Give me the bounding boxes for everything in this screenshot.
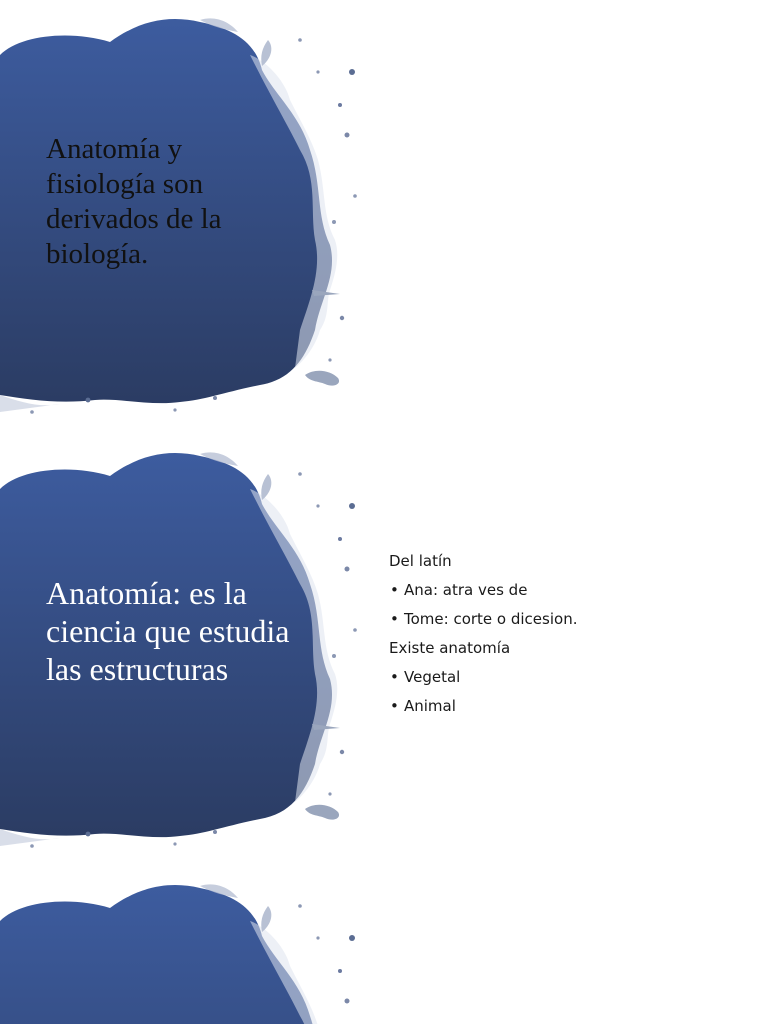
- bullet-animal: • Animal: [389, 692, 749, 721]
- slide-2: [0, 434, 768, 866]
- content-line-del-latin: Del latín: [389, 552, 452, 570]
- bullet-tome: • Tome: corte o dicesion.: [389, 605, 749, 634]
- slide-2-content: [389, 547, 749, 721]
- bullet-ana: • Ana: atra ves de: [389, 576, 749, 605]
- slide-1: [0, 0, 768, 432]
- slide-3: [0, 866, 768, 1024]
- bullet-vegetal: • Vegetal: [389, 663, 749, 692]
- slide-1-title: Anatomía y fisiología son derivados de la biología.: [46, 133, 222, 270]
- blue-paint-splash: [0, 866, 380, 1024]
- content-line-existe-anatomia: Existe anatomía: [389, 639, 511, 657]
- slide-2-title: Anatomía: es la ciencia que estudia las estructuras: [46, 575, 290, 687]
